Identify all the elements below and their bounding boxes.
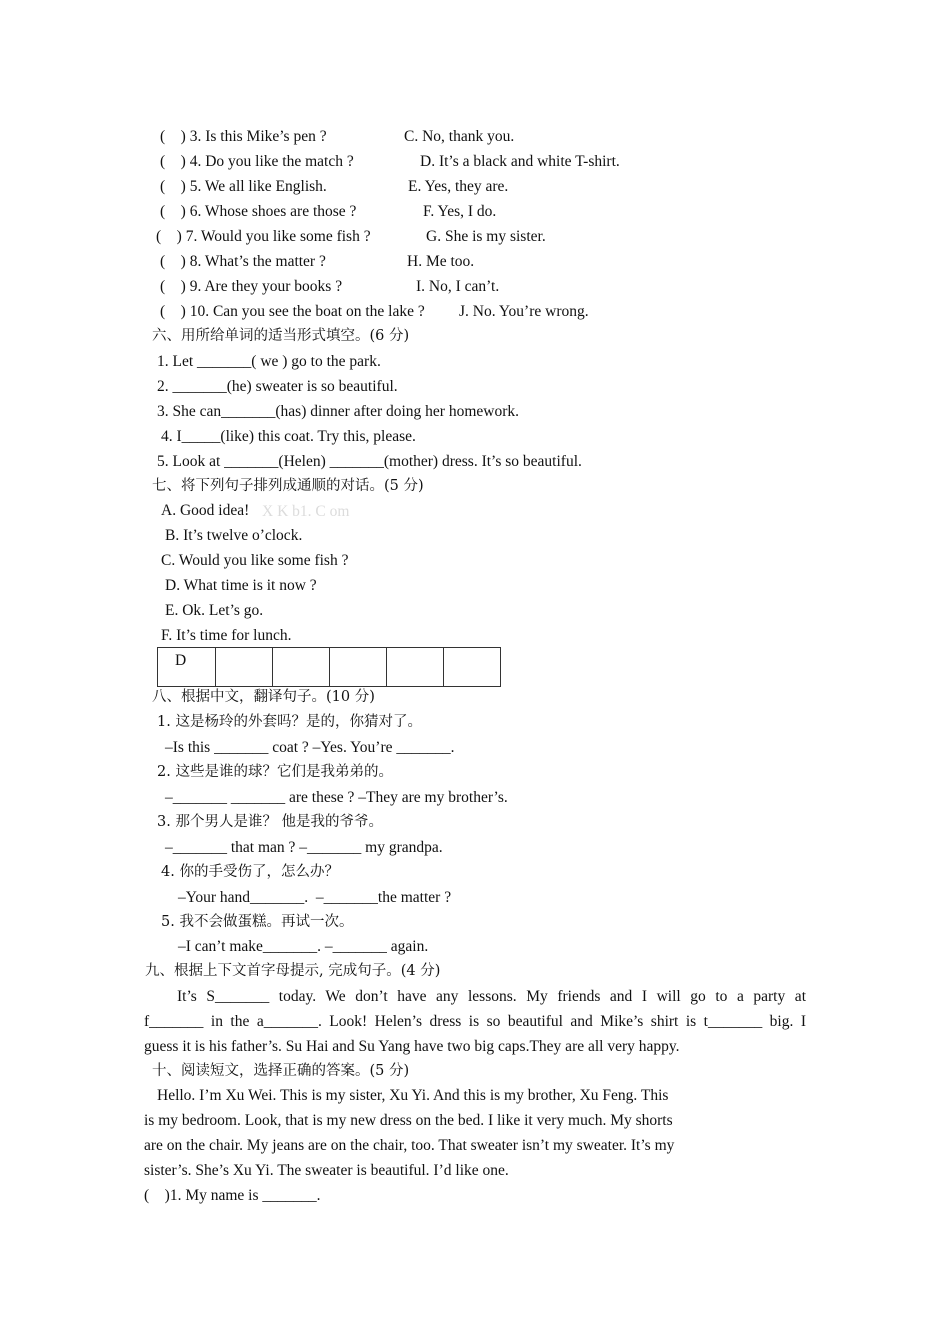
translation-answer: –Your hand_______. –_______the matter ?: [178, 889, 452, 906]
matching-question: ( ) 10. Can you see the boat on the lake ?: [160, 303, 425, 320]
section-heading: 十、阅读短文，选择正确的答案。(5 分): [152, 1063, 410, 1079]
matching-question: ( ) 4. Do you like the match ?: [160, 153, 354, 170]
answer-cell[interactable]: [330, 648, 387, 687]
matching-answer: D. It’s a black and white T-shirt.: [420, 153, 620, 170]
exercise-item: 5. Look at _______(Helen) _______(mother) dress. It’s so beautiful.: [157, 453, 582, 470]
matching-question: ( ) 7. Would you like some fish ?: [156, 228, 371, 245]
matching-question: ( ) 5. We all like English.: [160, 178, 327, 195]
answer-order-table: [157, 647, 501, 687]
translation-prompt: 2. 这些是谁的球？它们是我弟弟的。: [157, 764, 393, 780]
answer-cell[interactable]: [273, 648, 330, 687]
exercise-item: 2. _______(he) sweater is so beautiful.: [157, 378, 398, 395]
answer-cell[interactable]: D: [158, 648, 216, 687]
reading-passage-line: Hello. I’m Xu Wei. This is my sister, Xu Yi. And this is my brother, Xu Feng. This: [157, 1087, 669, 1104]
translation-answer: –_______ _______ are these ? –They are my brother’s.: [165, 789, 508, 806]
translation-answer: –_______ that man ? –_______ my grandpa.: [165, 839, 443, 856]
dialogue-sentence: B. It’s twelve o’clock.: [165, 527, 303, 544]
matching-question: ( ) 6. Whose shoes are those ?: [160, 203, 357, 220]
dialogue-sentence: A. Good idea!: [161, 502, 250, 519]
matching-answer: I. No, I can’t.: [416, 278, 500, 295]
dialogue-sentence: E. Ok. Let’s go.: [165, 602, 264, 619]
translation-prompt: 4. 你的手受伤了，怎么办？: [161, 864, 339, 880]
translation-answer: –I can’t make_______. –_______ again.: [178, 938, 429, 955]
exercise-item: 4. I_____(like) this coat. Try this, please.: [161, 428, 416, 445]
matching-answer: E. Yes, they are.: [408, 178, 509, 195]
translation-prompt: 5. 我不会做蛋糕。再试一次。: [161, 914, 354, 930]
reading-passage-line: sister’s. She’s Xu Yi. The sweater is beautiful. I’d like one.: [144, 1162, 509, 1179]
matching-answer: F. Yes, I do.: [423, 203, 497, 220]
answer-cell[interactable]: [216, 648, 273, 687]
answer-cell[interactable]: [444, 648, 501, 687]
dialogue-sentence: C. Would you like some fish ?: [161, 552, 349, 569]
matching-answer: C. No, thank you.: [404, 128, 515, 145]
cloze-line: guess it is his father’s. Su Hai and Su Yang have two big caps.They are all very happy.: [144, 1038, 680, 1055]
answer-cell[interactable]: [387, 648, 444, 687]
watermark: X K b1. C om: [262, 503, 350, 520]
matching-answer: H. Me too.: [407, 253, 475, 270]
dialogue-sentence: F. It’s time for lunch.: [161, 627, 292, 644]
translation-prompt: 3. 那个男人是谁？ 他是我的爷爷。: [157, 814, 384, 830]
matching-question: ( ) 8. What’s the matter ?: [160, 253, 326, 270]
section-heading: 七、将下列句子排列成通顺的对话。(5 分): [152, 478, 424, 494]
translation-answer: –Is this _______ coat ? –Yes. You’re _______.: [165, 739, 455, 756]
cloze-line: It’s S_______ today. We don’t have any lessons. My friends and I will go to a party at: [177, 988, 806, 1005]
matching-question: ( ) 9. Are they your books ?: [160, 278, 343, 295]
section-heading: 九、根据上下文首字母提示, 完成句子。(4 分): [145, 963, 441, 979]
cloze-line: f_______ in the a_______. Look! Helen’s dress is so beautiful and Mike’s shirt is t_______ big. I: [144, 1013, 806, 1030]
reading-passage-line: are on the chair. My jeans are on the chair, too. That sweater isn’t my sweater. It’s my: [144, 1137, 675, 1154]
exercise-item: 1. Let _______( we ) go to the park.: [157, 353, 381, 370]
reading-passage-line: is my bedroom. Look, that is my new dress on the bed. I like it very much. My shorts: [144, 1112, 673, 1129]
translation-prompt: 1. 这是杨玲的外套吗？是的，你猜对了。: [157, 714, 422, 730]
matching-question: ( ) 3. Is this Mike’s pen ?: [160, 128, 327, 145]
section-heading: 六、用所给单词的适当形式填空。(6 分): [152, 328, 410, 344]
matching-answer: J. No. You’re wrong.: [459, 303, 589, 320]
matching-answer: G. She is my sister.: [426, 228, 546, 245]
dialogue-sentence: D. What time is it now ?: [165, 577, 317, 594]
reading-question: ( )1. My name is _______.: [144, 1187, 321, 1204]
section-heading: 八、根据中文，翻译句子。(10 分): [152, 689, 375, 705]
exercise-item: 3. She can_______(has) dinner after doing her homework.: [157, 403, 519, 420]
